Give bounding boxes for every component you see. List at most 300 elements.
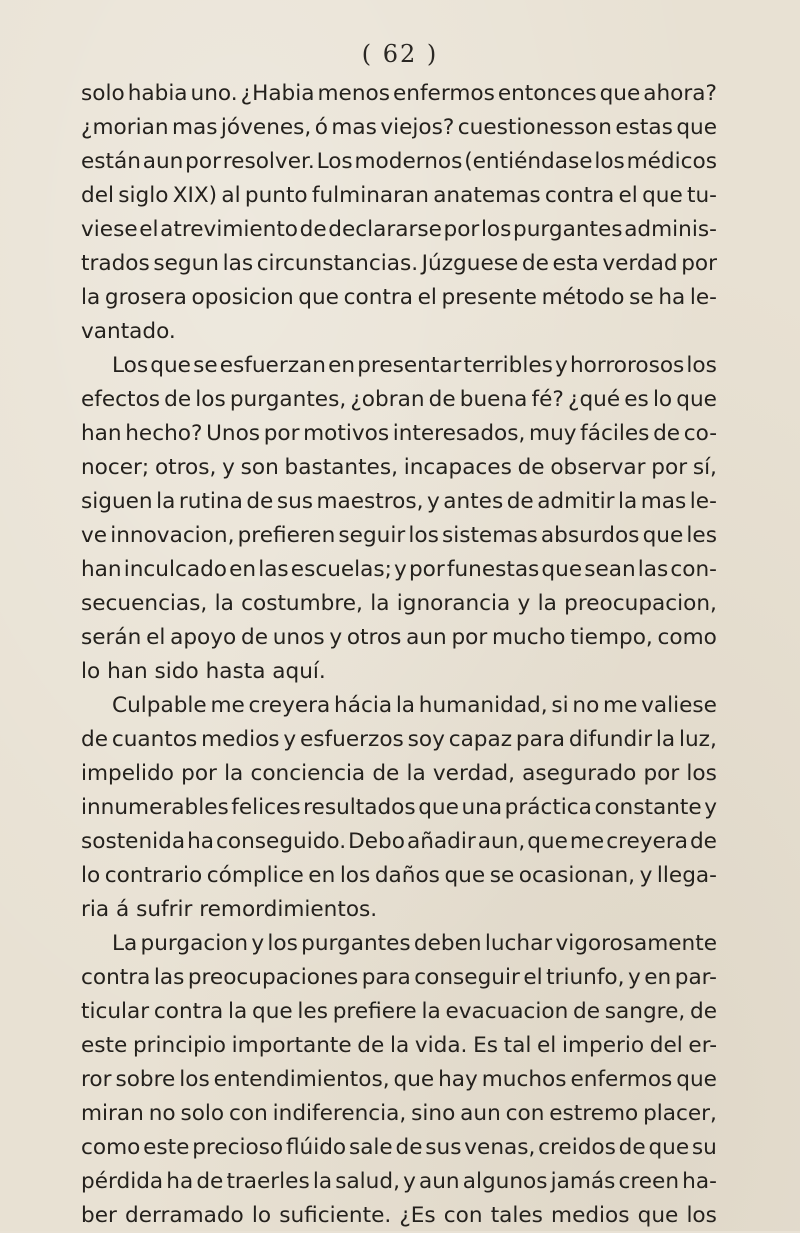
word: cuantos (111, 727, 198, 752)
text-line (81, 1131, 717, 1165)
word: en (229, 557, 257, 582)
text-line (81, 485, 717, 519)
word: miran (81, 1101, 144, 1126)
word: aun, (477, 829, 526, 854)
word: secuencias, (81, 591, 208, 616)
word: esfuerzos (300, 727, 404, 752)
word: en (644, 965, 672, 990)
word: atrevimiento (160, 217, 299, 242)
word: y (427, 489, 440, 514)
word: co- (683, 421, 717, 446)
word: esta (552, 251, 599, 276)
word: constante (594, 795, 702, 820)
word: sangre, (604, 999, 686, 1024)
text-line (81, 451, 717, 485)
word: viese (81, 217, 138, 242)
word: la (618, 489, 638, 514)
word: hecho? (125, 421, 203, 446)
word: prefieren (237, 523, 336, 548)
word: una (461, 795, 503, 820)
word: Los (316, 149, 353, 174)
word: y (639, 863, 653, 888)
word: la (81, 285, 101, 310)
word: como (81, 1135, 141, 1160)
word: viejos? (380, 115, 455, 140)
word: la (406, 761, 426, 786)
word: el (537, 1033, 557, 1058)
word: sostenida (81, 829, 186, 854)
word: que (527, 829, 568, 854)
word: al (221, 183, 241, 208)
word: flúido (285, 1135, 347, 1160)
word: las (153, 965, 185, 990)
word: práctica (504, 795, 592, 820)
word: presente (441, 285, 537, 310)
word: de (517, 455, 545, 480)
word: la (312, 1169, 333, 1194)
word: aun (418, 1169, 460, 1194)
word: asegurado (522, 761, 637, 786)
word: le- (689, 489, 717, 514)
word: jóvenes, (220, 115, 312, 140)
word: capaz (448, 727, 513, 752)
word: que (251, 999, 293, 1024)
word: este (81, 1033, 128, 1058)
text-line (81, 1097, 717, 1131)
word: vida. (414, 1033, 468, 1058)
word: para (361, 965, 411, 990)
word: algunos (462, 1169, 548, 1194)
word: apoyo (170, 625, 237, 650)
text-line (81, 689, 717, 723)
word: preocupacion, (564, 591, 717, 616)
word: Debo (348, 829, 405, 854)
word: aun (142, 149, 184, 174)
word: bastantes, (284, 455, 398, 480)
text-line (81, 281, 717, 315)
word: del (649, 1033, 683, 1058)
word: y (283, 727, 297, 752)
word: con (505, 1101, 545, 1126)
word: soy (407, 727, 445, 752)
body-text (81, 77, 717, 1233)
word: interesados, (392, 421, 526, 446)
text-line (81, 723, 717, 757)
word: resolver. (222, 149, 315, 174)
word: ignorancia (396, 591, 511, 616)
text-line (81, 825, 717, 859)
word: por (651, 455, 688, 480)
word: solo (180, 1101, 225, 1126)
word: contra (81, 965, 151, 990)
word: y (394, 557, 407, 582)
text-line (81, 587, 717, 621)
word: maestros, (316, 489, 424, 514)
word: siguen (81, 489, 153, 514)
word: sus (276, 489, 313, 514)
word: el (417, 285, 437, 310)
word: contra (343, 285, 413, 310)
word: presentar (357, 353, 462, 378)
word: segun (153, 251, 219, 276)
word: terribles (463, 353, 553, 378)
word: ¿qué (568, 387, 621, 412)
word: menos (317, 81, 390, 106)
word: la (156, 489, 176, 514)
word: me (210, 693, 245, 718)
word: triunfo, (546, 965, 625, 990)
word: fulminaran (311, 183, 429, 208)
word: motivos (303, 421, 390, 446)
word: y (403, 1169, 416, 1194)
word: trados (81, 251, 150, 276)
word: preocupaciones (187, 965, 359, 990)
word: ve (81, 523, 108, 548)
word: de (196, 1169, 224, 1194)
word: estremo (549, 1101, 639, 1126)
text-line (81, 791, 717, 825)
word: que (444, 863, 486, 888)
word: por (263, 421, 300, 446)
word: método (541, 285, 625, 310)
word: contra (544, 183, 615, 208)
word: por (185, 149, 221, 174)
word: ror (81, 1067, 112, 1092)
word: creen (618, 1169, 680, 1194)
word: principio (132, 1033, 227, 1058)
word: tales (490, 1203, 543, 1228)
word: escuelas; (290, 557, 392, 582)
word: Culpable (112, 693, 207, 718)
word: jamás (550, 1169, 616, 1194)
word: esfuerzan (219, 353, 326, 378)
word: la (228, 999, 248, 1024)
text-line (81, 383, 717, 417)
word: creidos (538, 1135, 616, 1160)
word: enfermos (392, 81, 495, 106)
word: por (681, 251, 717, 276)
word: tu- (687, 183, 717, 208)
word: creyera (248, 693, 331, 718)
word: el (523, 965, 543, 990)
word: prefiere (332, 999, 417, 1024)
word: (entiéndase (464, 149, 593, 174)
word: su (691, 1135, 717, 1160)
text-line (81, 247, 717, 281)
word: par- (674, 965, 717, 990)
word: de (246, 489, 274, 514)
word: los (594, 149, 625, 174)
word: La (112, 931, 138, 956)
word: precioso (192, 1135, 284, 1160)
word: aun (460, 1101, 501, 1126)
word: y (517, 591, 531, 616)
text-line (81, 1063, 717, 1097)
word: humanidad, (418, 693, 548, 718)
word: que (637, 1203, 679, 1228)
word: vigorosamente (555, 931, 717, 956)
text-line (81, 1029, 717, 1063)
word: ¿Es (399, 1203, 436, 1228)
word: purgantes (513, 217, 623, 242)
word: ó (314, 115, 328, 140)
word: innumerables (81, 795, 229, 820)
word: inculcado (123, 557, 227, 582)
word: evacuacion (445, 999, 569, 1024)
word: felices (231, 795, 301, 820)
word: de (428, 387, 456, 412)
word: de (653, 421, 681, 446)
word: imperio (561, 1033, 645, 1058)
word: y (222, 455, 235, 480)
word: del (81, 183, 114, 208)
word: que (642, 523, 684, 548)
word: sale (348, 1135, 393, 1160)
text-line (81, 927, 717, 961)
word: derramado (124, 1203, 244, 1228)
word: por (443, 217, 480, 242)
word: y (329, 625, 343, 650)
word: los (195, 387, 226, 412)
word: funestas (446, 557, 540, 582)
word: serán (81, 625, 142, 650)
word: purgantes, (229, 387, 347, 412)
text-line (81, 417, 717, 451)
word: oposicion (191, 285, 294, 310)
text-line (81, 1165, 717, 1199)
word: no (148, 1101, 176, 1126)
word: de (395, 1135, 423, 1160)
word: contrario (104, 863, 203, 888)
text-line (81, 111, 717, 145)
word: sus (425, 1135, 462, 1160)
word: mas (331, 115, 377, 140)
word: antes (443, 489, 504, 514)
word: incapaces (403, 455, 512, 480)
word: de (372, 761, 400, 786)
word: de (618, 1135, 646, 1160)
word: médicos (626, 149, 717, 174)
word: ha- (682, 1169, 717, 1194)
word: la (224, 761, 244, 786)
text-line: ria á sufrir remordimientos. (81, 897, 378, 922)
word: ahora? (643, 81, 717, 106)
word: la (421, 999, 441, 1024)
word: las (222, 251, 254, 276)
word: seguir (338, 523, 406, 548)
word: absurdos (540, 523, 640, 548)
word: suficiente. (279, 1203, 392, 1228)
word: el (146, 625, 166, 650)
word: ¿Habia (240, 81, 315, 106)
word: placer, (643, 1101, 717, 1126)
word: pérdida (81, 1169, 164, 1194)
word: que (418, 795, 459, 820)
word: los (267, 931, 298, 956)
word: que (642, 183, 683, 208)
word: la (389, 1033, 410, 1058)
word: en (308, 863, 336, 888)
word: este (143, 1135, 190, 1160)
word: resultados (303, 795, 416, 820)
word: los (179, 1067, 210, 1092)
word: habia (127, 81, 188, 106)
word: solo (81, 81, 125, 106)
word: sistemas (441, 523, 538, 548)
word: lo (652, 387, 673, 412)
word: ha (166, 1169, 194, 1194)
word: los (686, 1203, 717, 1228)
word: que (599, 81, 641, 106)
word: que (298, 285, 339, 310)
word: han (81, 421, 122, 446)
word: y (628, 965, 641, 990)
word: son (240, 455, 279, 480)
word: verdad (602, 251, 678, 276)
word: ber (81, 1203, 117, 1228)
word: purgacion (140, 931, 249, 956)
word: conseguido. (216, 829, 347, 854)
text-line (81, 349, 717, 383)
word: las (637, 557, 669, 582)
word: daños (374, 863, 440, 888)
word: muchos (481, 1067, 567, 1092)
word: circunstancias. (256, 251, 419, 276)
word: con (229, 1101, 268, 1126)
word: es (624, 387, 649, 412)
word: que (676, 115, 717, 140)
word: lo (251, 1203, 272, 1228)
word: no (572, 693, 600, 718)
word: que (676, 387, 717, 412)
word: que (648, 1135, 690, 1160)
word: la (655, 727, 676, 752)
word: efectos (81, 387, 160, 412)
word: difundir (568, 727, 653, 752)
word: impelido (81, 761, 174, 786)
word: rutina (178, 489, 243, 514)
word: llega- (656, 863, 717, 888)
word: el (618, 183, 638, 208)
word: que (676, 1067, 717, 1092)
text-line: vantado. (81, 319, 176, 344)
word: hay (438, 1067, 478, 1092)
word: aun (406, 625, 447, 650)
word: mas (171, 115, 218, 140)
word: venas, (464, 1135, 536, 1160)
word: otros (346, 625, 402, 650)
word: costumbre, (241, 591, 363, 616)
word: admitir (537, 489, 615, 514)
word: en (328, 353, 356, 378)
word: de (573, 999, 601, 1024)
word: ha (187, 829, 215, 854)
word: por (408, 557, 445, 582)
word: enfermos (570, 1067, 673, 1092)
word: creyera (606, 829, 688, 854)
text-line (81, 757, 717, 791)
text-line (81, 995, 717, 1029)
word: purgantes (301, 931, 411, 956)
word: me (603, 693, 638, 718)
word: por (643, 761, 680, 786)
word: grosera (104, 285, 187, 310)
word: er- (688, 1033, 717, 1058)
text-line (81, 553, 717, 587)
word: si (551, 693, 569, 718)
word: los (686, 761, 717, 786)
word: Júzguese (421, 251, 519, 276)
word: uno. (190, 81, 238, 106)
word: me (569, 829, 605, 854)
text-line (81, 145, 717, 179)
word: y (251, 931, 265, 956)
word: medios (551, 1203, 630, 1228)
word: otros, (154, 455, 217, 480)
word: de (506, 489, 534, 514)
word: importante (231, 1033, 352, 1058)
word: han (81, 557, 122, 582)
word: se (489, 863, 515, 888)
word: de (241, 625, 268, 650)
word: y (555, 353, 568, 378)
word: la (395, 693, 416, 718)
word: indiferencia, (272, 1101, 407, 1126)
word: sí, (692, 455, 717, 480)
word: Los (112, 353, 149, 378)
word: añadir (406, 829, 476, 854)
word: para (515, 727, 565, 752)
word: estas (615, 115, 673, 140)
text-line (81, 1199, 717, 1233)
word: que (150, 353, 191, 378)
word: ticular (81, 999, 150, 1024)
text-line (81, 961, 717, 995)
word: se (193, 353, 218, 378)
page-number: ( 62 ) (361, 40, 439, 68)
word: Unos (206, 421, 261, 446)
word: tal (503, 1033, 532, 1058)
word: de (164, 387, 192, 412)
word: adminis- (624, 217, 717, 242)
word: le- (689, 285, 717, 310)
word: de (357, 1033, 385, 1058)
word: ¿morian (81, 115, 169, 140)
word: cómplice (206, 863, 304, 888)
word: hácia (334, 693, 393, 718)
word: valiese (641, 693, 717, 718)
word: de (521, 251, 549, 276)
word: fé? (531, 387, 564, 412)
word: de (689, 999, 717, 1024)
word: innovacion, (110, 523, 235, 548)
word: traerles (226, 1169, 310, 1194)
word: por (451, 625, 488, 650)
text-line (81, 213, 717, 247)
word: muy (529, 421, 577, 446)
word: como (657, 625, 717, 650)
word: les (297, 999, 328, 1024)
word: deben (413, 931, 482, 956)
word: que (393, 1067, 435, 1092)
word: la (214, 591, 234, 616)
word: sobre (115, 1067, 176, 1092)
word: unos (272, 625, 325, 650)
word: lo (81, 863, 101, 888)
word: verdad, (432, 761, 515, 786)
word: por (181, 761, 217, 786)
word: les (686, 523, 717, 548)
